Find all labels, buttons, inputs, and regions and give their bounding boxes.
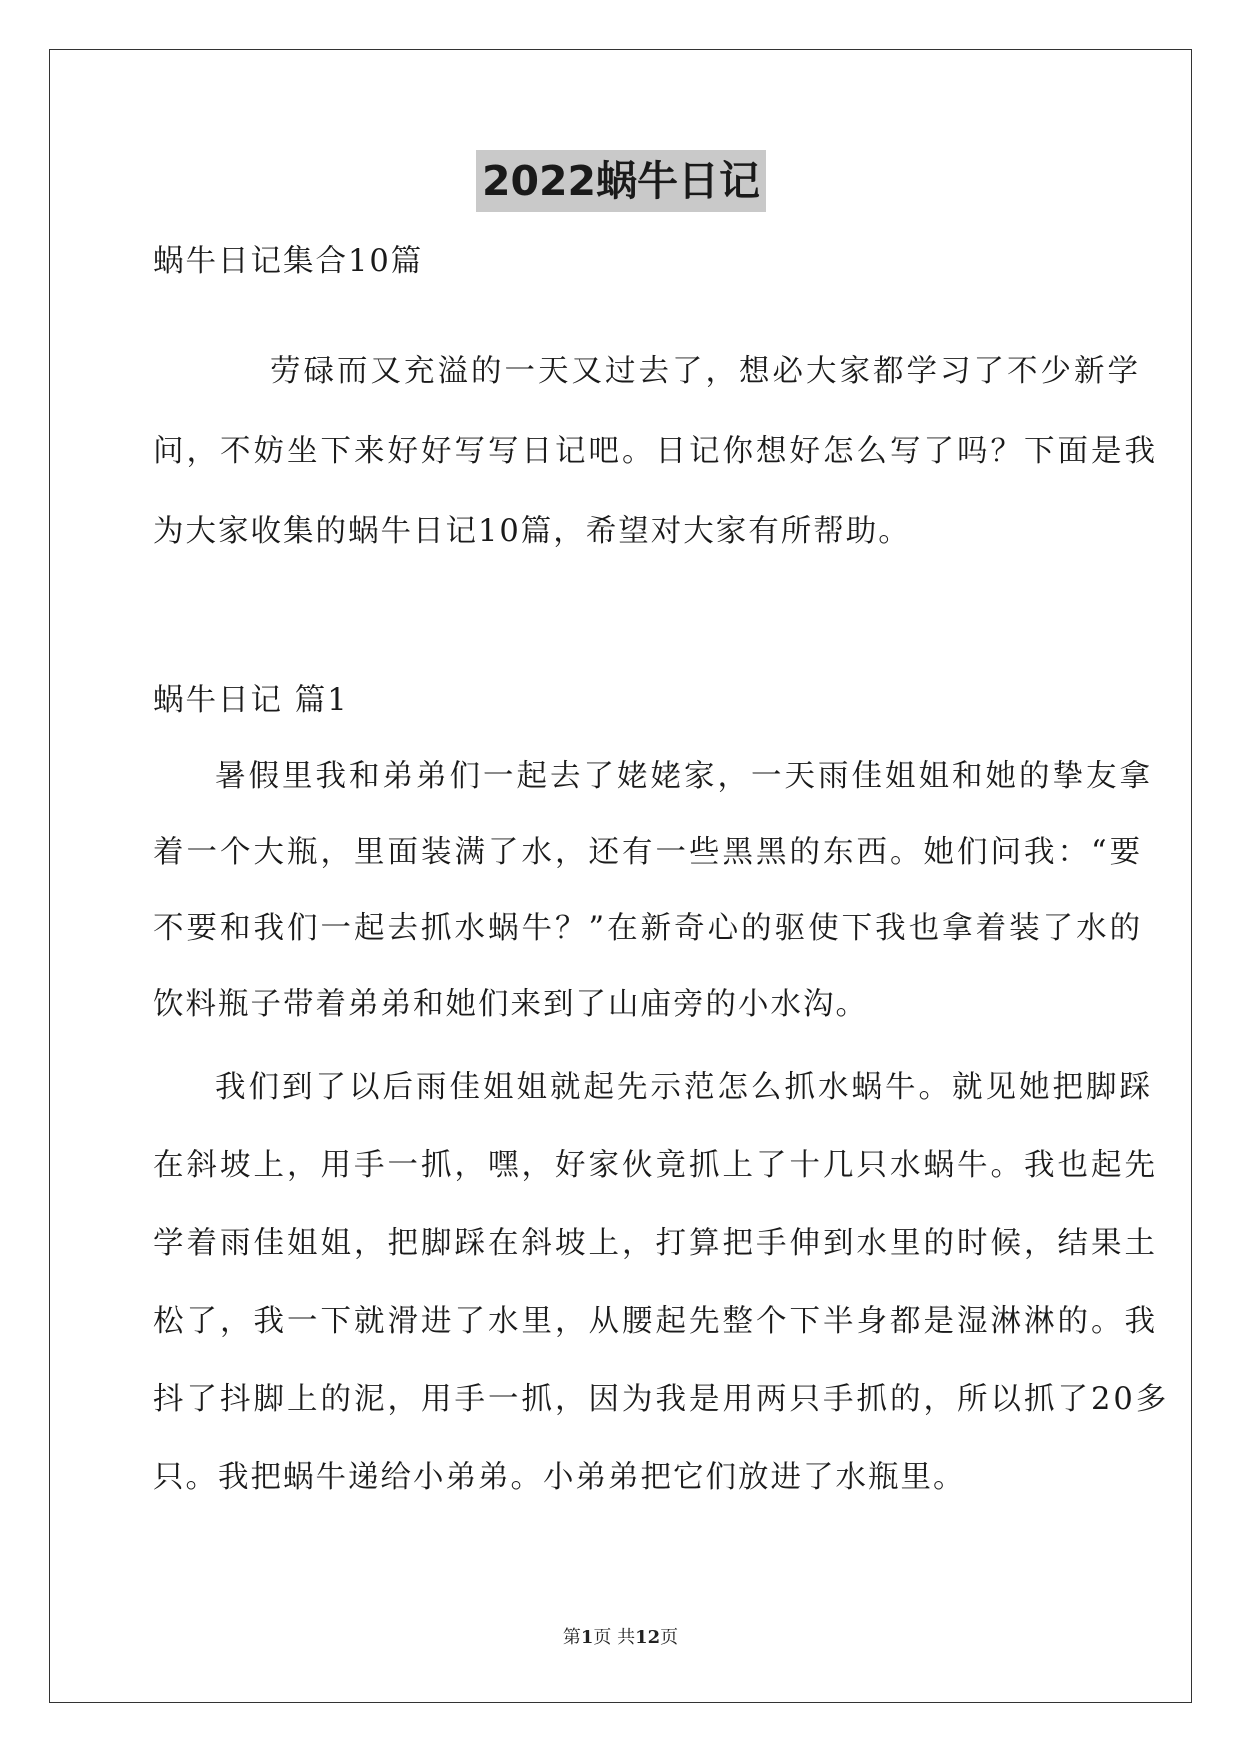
paragraph-line: 我们到了以后雨佳姐姐就起先示范怎么抓水蜗牛。就见她把脚踩: [215, 1070, 1153, 1105]
page-prefix: 第: [562, 1627, 581, 1648]
paragraph-line: 着一个大瓶，里面装满了水，还有一些黑黑的东西。她们问我：“要: [153, 835, 1144, 870]
page-border: [49, 49, 1192, 1703]
paragraph-line: 松了，我一下就滑进了水里，从腰起先整个下半身都是湿淋淋的。我: [153, 1304, 1158, 1339]
page-total: 12: [635, 1627, 661, 1648]
paragraph-line: 暑假里我和弟弟们一起去了姥姥家，一天雨佳姐姐和她的挚友拿: [215, 759, 1153, 794]
paragraph-line: 在斜坡上，用手一抓，嘿，好家伙竟抓上了十几只水蜗牛。我也起先: [153, 1148, 1158, 1183]
page-number: 1: [580, 1627, 594, 1648]
document-title: 2022蜗牛日记: [476, 150, 766, 212]
page-mid: 页 共: [593, 1627, 636, 1648]
paragraph-line: 不要和我们一起去抓水蜗牛？”在新奇心的驱使下我也拿着装了水的: [153, 911, 1144, 946]
intro-line: 劳碌而又充溢的一天又过去了，想必大家都学习了不少新学: [270, 354, 1141, 389]
paragraph-line: 学着雨佳姐姐，把脚踩在斜坡上，打算把手伸到水里的时候，结果土: [153, 1226, 1158, 1261]
page-footer: [0, 1625, 1241, 1651]
intro-line: 为大家收集的蜗牛日记10篇，希望对大家有所帮助。: [153, 514, 911, 549]
page-suffix: 页: [660, 1627, 679, 1648]
paragraph-line: 只。我把蜗牛递给小弟弟。小弟弟把它们放进了水瓶里。: [153, 1460, 966, 1495]
intro-line: 问，不妨坐下来好好写写日记吧。日记你想好怎么写了吗？下面是我: [153, 434, 1158, 469]
section-heading: 蜗牛日记 篇1: [153, 683, 349, 718]
document-subtitle: 蜗牛日记集合10篇: [153, 244, 424, 279]
paragraph-line: 抖了抖脚上的泥，用手一抓，因为我是用两只手抓的，所以抓了20多: [153, 1382, 1170, 1417]
paragraph-line: 饮料瓶子带着弟弟和她们来到了山庙旁的小水沟。: [153, 987, 868, 1022]
